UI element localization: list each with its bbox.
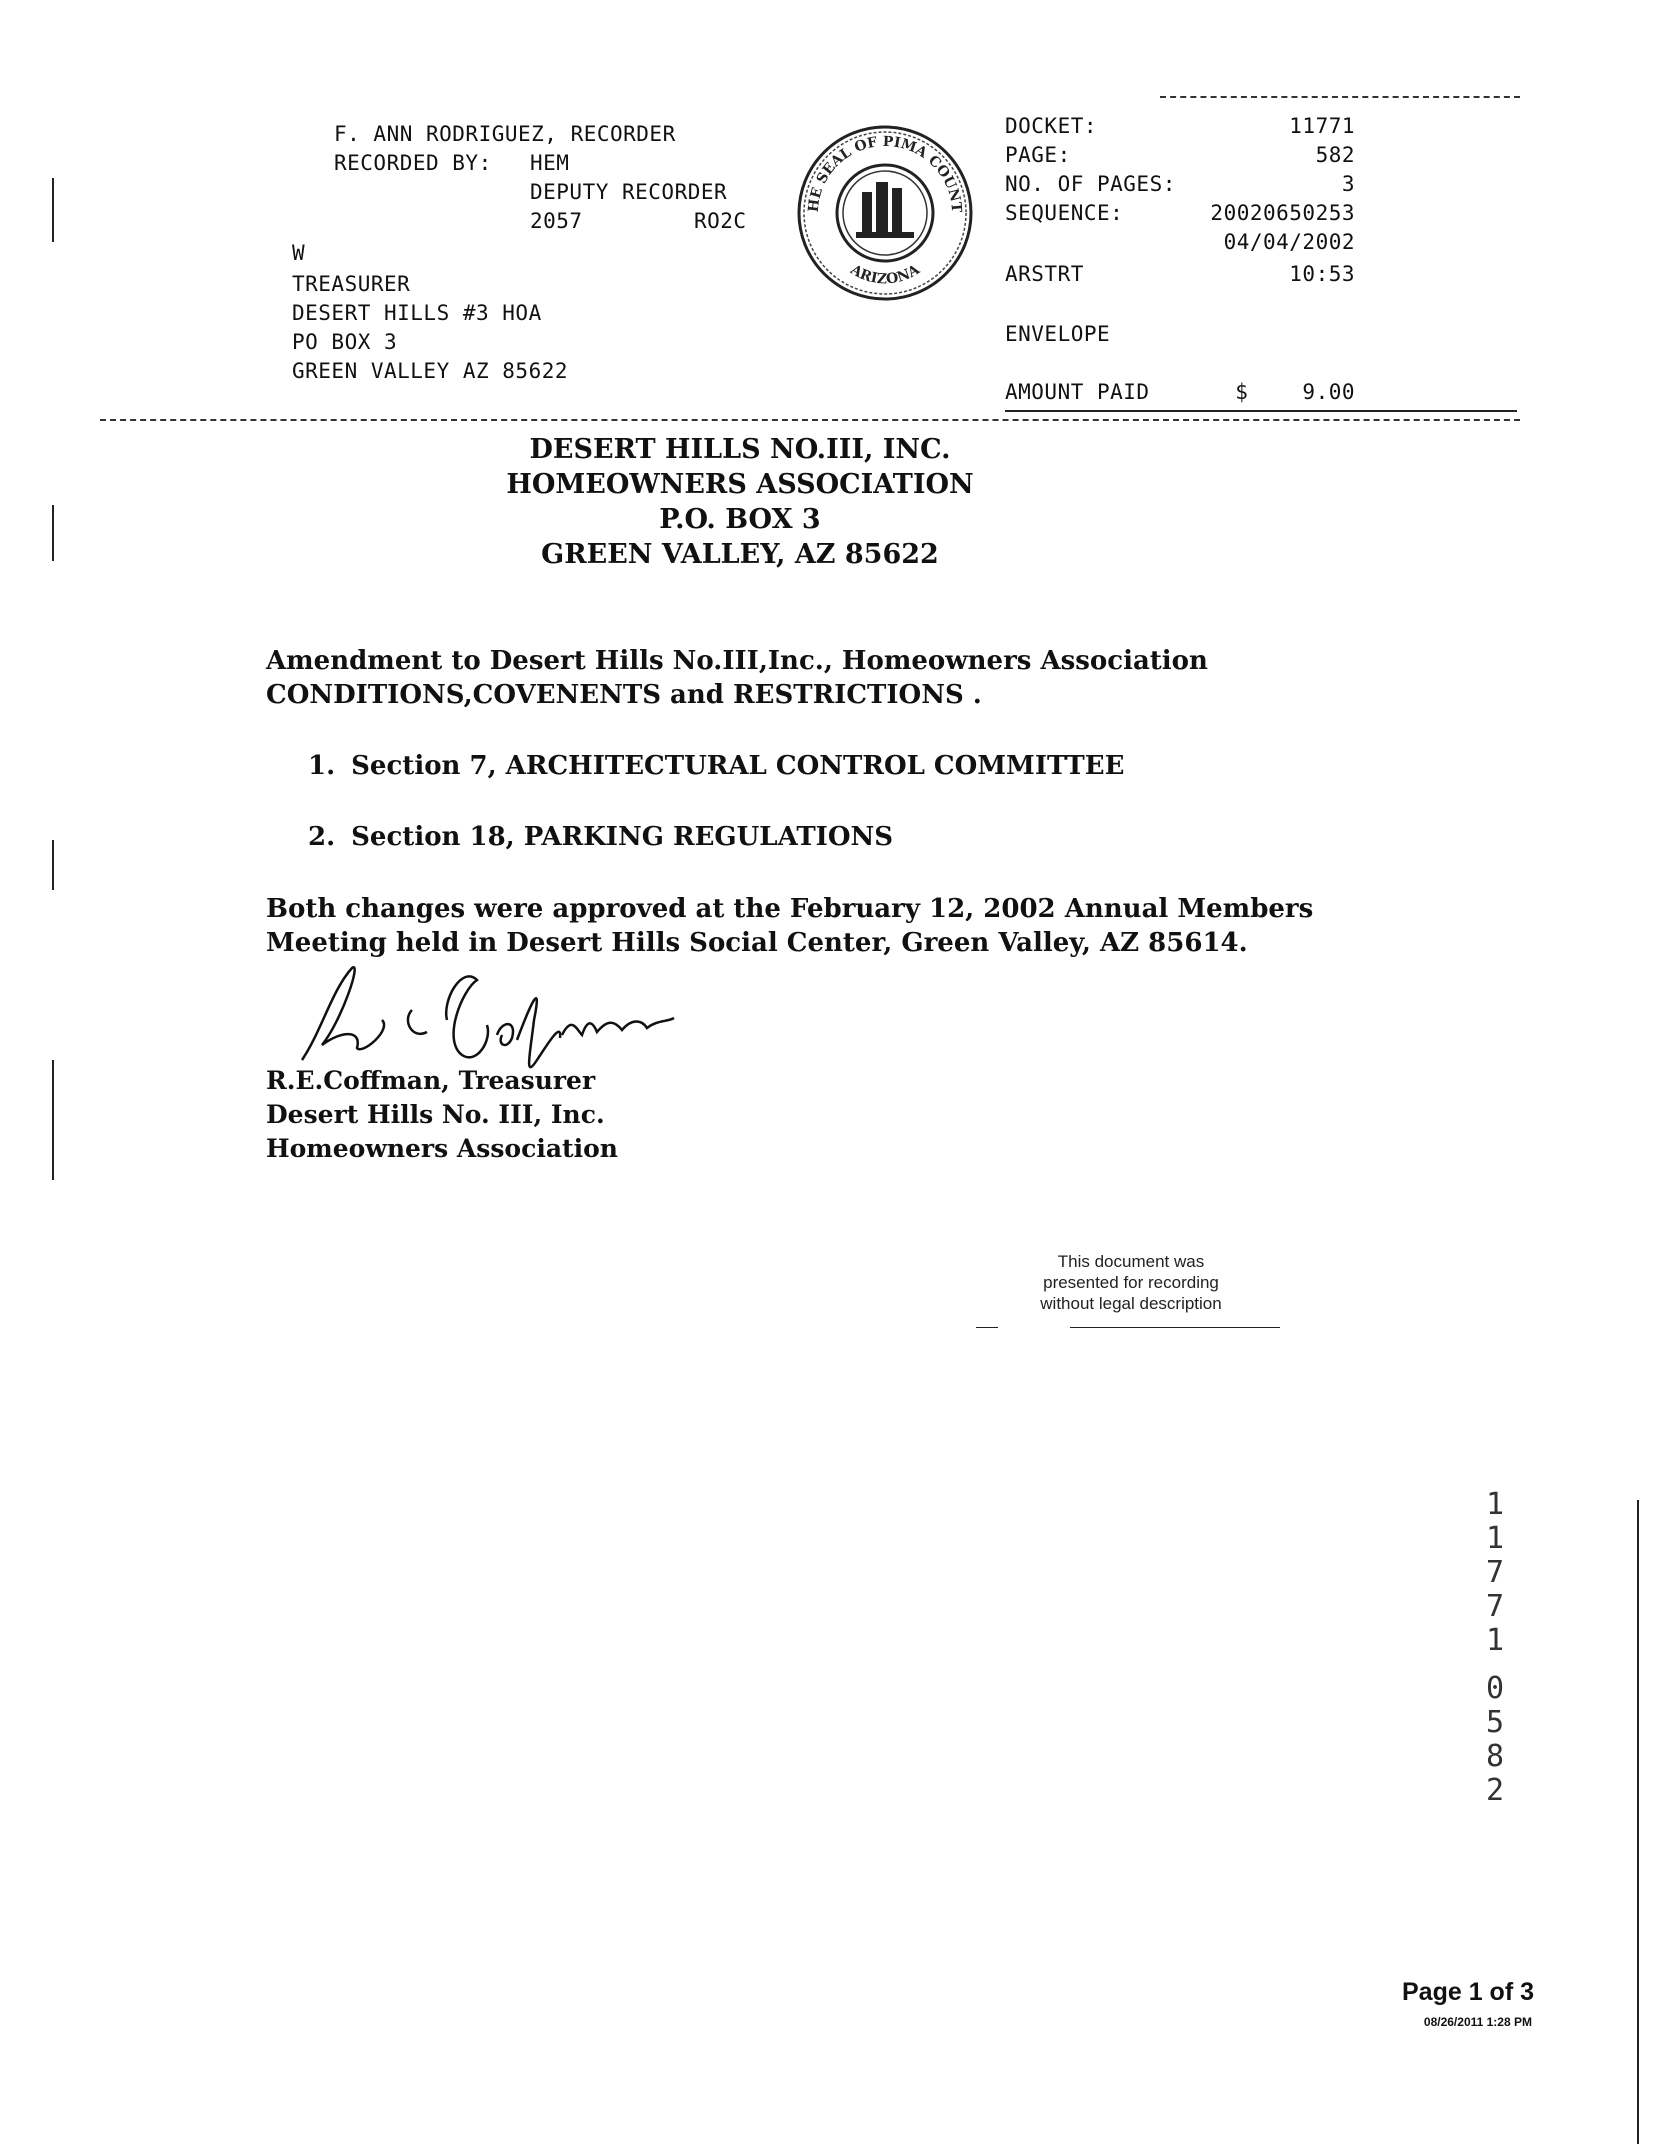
envelope-label: ENVELOPE bbox=[1005, 322, 1111, 346]
recorder-code-2: RO2C bbox=[694, 209, 747, 233]
handwritten-signature bbox=[262, 960, 682, 1080]
signature-icon bbox=[262, 960, 682, 1080]
section-number: 2. bbox=[308, 822, 336, 852]
note-underline-mark bbox=[976, 1327, 998, 1328]
amount-label: AMOUNT PAID bbox=[1005, 380, 1150, 404]
record-date: 04/04/2002 bbox=[1223, 230, 1355, 254]
mail-to-line: DESERT HILLS #3 HOA bbox=[292, 301, 542, 325]
record-time: 10:53 bbox=[1289, 262, 1355, 286]
top-scan-line bbox=[1160, 96, 1520, 98]
print-timestamp: 08/26/2011 1:28 PM bbox=[1423, 2015, 1532, 2029]
note-line-3: without legal description bbox=[1040, 1294, 1222, 1313]
page-label: PAGE: bbox=[1005, 143, 1071, 167]
recorder-name: F. ANN RODRIGUEZ, RECORDER bbox=[334, 122, 676, 146]
signatory-block bbox=[266, 1064, 618, 1166]
association-city: GREEN VALLEY, AZ 85622 bbox=[541, 539, 939, 570]
pages-label: NO. OF PAGES: bbox=[1005, 172, 1176, 196]
side-stamp-digit: 1 bbox=[1485, 1623, 1505, 1658]
side-stamp-digit: 2 bbox=[1485, 1773, 1505, 1808]
sequence-label: SEQUENCE: bbox=[1005, 201, 1124, 225]
association-pobox: P.O. BOX 3 bbox=[659, 504, 821, 535]
mail-to-marker: W bbox=[292, 241, 306, 265]
seal-icon bbox=[796, 118, 974, 308]
scan-mark-left bbox=[52, 1060, 54, 1180]
seal-top-text: HE SEAL OF PIMA COUNT bbox=[805, 133, 965, 214]
section-number: 1. bbox=[308, 751, 336, 781]
pages-value: 3 bbox=[1341, 172, 1355, 196]
side-stamp-digit: 1 bbox=[1485, 1487, 1505, 1522]
association-type: HOMEOWNERS ASSOCIATION bbox=[506, 469, 974, 500]
amendment-line-1: Amendment to Desert Hills No.III,Inc., Homeowners Association bbox=[266, 646, 1208, 676]
note-line-2: presented for recording bbox=[1043, 1273, 1219, 1292]
amount-value: 9.00 bbox=[1302, 380, 1355, 404]
section-item bbox=[308, 749, 1124, 783]
docket-row bbox=[1005, 112, 1355, 141]
scan-mark-left bbox=[52, 178, 54, 242]
amendment-title bbox=[266, 644, 1208, 712]
mail-to-line: TREASURER bbox=[292, 272, 411, 296]
note-underline bbox=[1070, 1327, 1280, 1328]
approval-line-1: Both changes were approved at the February 12, 2002 Annual Members bbox=[266, 894, 1314, 924]
scan-mark-left bbox=[52, 840, 54, 890]
page-indicator: Page 1 of 3 bbox=[1402, 1978, 1534, 2006]
recorded-by-value: HEM bbox=[530, 151, 570, 175]
recorder-block bbox=[334, 120, 747, 236]
note-line-1: This document was bbox=[1057, 1252, 1205, 1271]
pages-row bbox=[1005, 170, 1355, 199]
signatory-org: Desert Hills No. III, Inc. bbox=[266, 1100, 605, 1129]
amount-row bbox=[1005, 378, 1355, 407]
recorder-codes bbox=[334, 207, 747, 236]
section-text: Section 18, PARKING REGULATIONS bbox=[351, 822, 894, 852]
section-text: Section 7, ARCHITECTURAL CONTROL COMMITTEE bbox=[351, 751, 1125, 781]
association-heading bbox=[0, 432, 1480, 572]
signatory-name: R.E.Coffman, Treasurer bbox=[266, 1066, 596, 1095]
mail-to-block bbox=[292, 239, 568, 386]
recorded-by-row bbox=[334, 149, 747, 178]
arstrt-row bbox=[1005, 260, 1355, 289]
mail-to-line: PO BOX 3 bbox=[292, 330, 398, 354]
mail-to-line: GREEN VALLEY AZ 85622 bbox=[292, 359, 569, 383]
deputy-recorder: DEPUTY RECORDER bbox=[530, 180, 728, 204]
county-seal bbox=[796, 118, 974, 308]
arstrt-label: ARSTRT bbox=[1005, 262, 1084, 286]
svg-text:ARIZONA bbox=[847, 261, 924, 287]
page-value: 582 bbox=[1315, 143, 1355, 167]
sequence-row bbox=[1005, 199, 1355, 228]
sequence-value: 20020650253 bbox=[1210, 201, 1355, 225]
date-row bbox=[1005, 228, 1355, 257]
page-row bbox=[1005, 141, 1355, 170]
amendment-line-2: CONDITIONS,COVENENTS and RESTRICTIONS . bbox=[266, 680, 982, 710]
docket-label: DOCKET: bbox=[1005, 114, 1098, 138]
approval-statement bbox=[266, 892, 1313, 960]
side-stamp-digit: 5 bbox=[1485, 1705, 1505, 1740]
section-item bbox=[308, 820, 893, 854]
side-stamp bbox=[1478, 1488, 1512, 1808]
recorded-by-label: RECORDED BY: bbox=[334, 151, 492, 175]
header-separator bbox=[100, 419, 1520, 421]
recorder-code-1: 2057 bbox=[530, 209, 583, 233]
docket-value: 11771 bbox=[1289, 114, 1355, 138]
association-name: DESERT HILLS NO.III, INC. bbox=[529, 434, 951, 465]
amount-currency: $ bbox=[1235, 380, 1249, 404]
seal-bottom-text: ARIZONA bbox=[847, 261, 923, 288]
approval-line-2: Meeting held in Desert Hills Social Center, Green Valley, AZ 85614. bbox=[266, 928, 1248, 958]
side-stamp-digit: 7 bbox=[1485, 1555, 1505, 1590]
side-stamp-digit: 0 bbox=[1485, 1671, 1505, 1706]
amount-group bbox=[1235, 378, 1355, 407]
amount-underline bbox=[1005, 410, 1517, 412]
scan-edge-right bbox=[1637, 1500, 1639, 2144]
side-stamp-digit: 1 bbox=[1485, 1521, 1505, 1556]
recording-note bbox=[1016, 1251, 1246, 1314]
side-stamp-digit: 8 bbox=[1485, 1739, 1505, 1774]
side-stamp-digit: 7 bbox=[1485, 1589, 1505, 1624]
signatory-org-2: Homeowners Association bbox=[266, 1134, 618, 1163]
